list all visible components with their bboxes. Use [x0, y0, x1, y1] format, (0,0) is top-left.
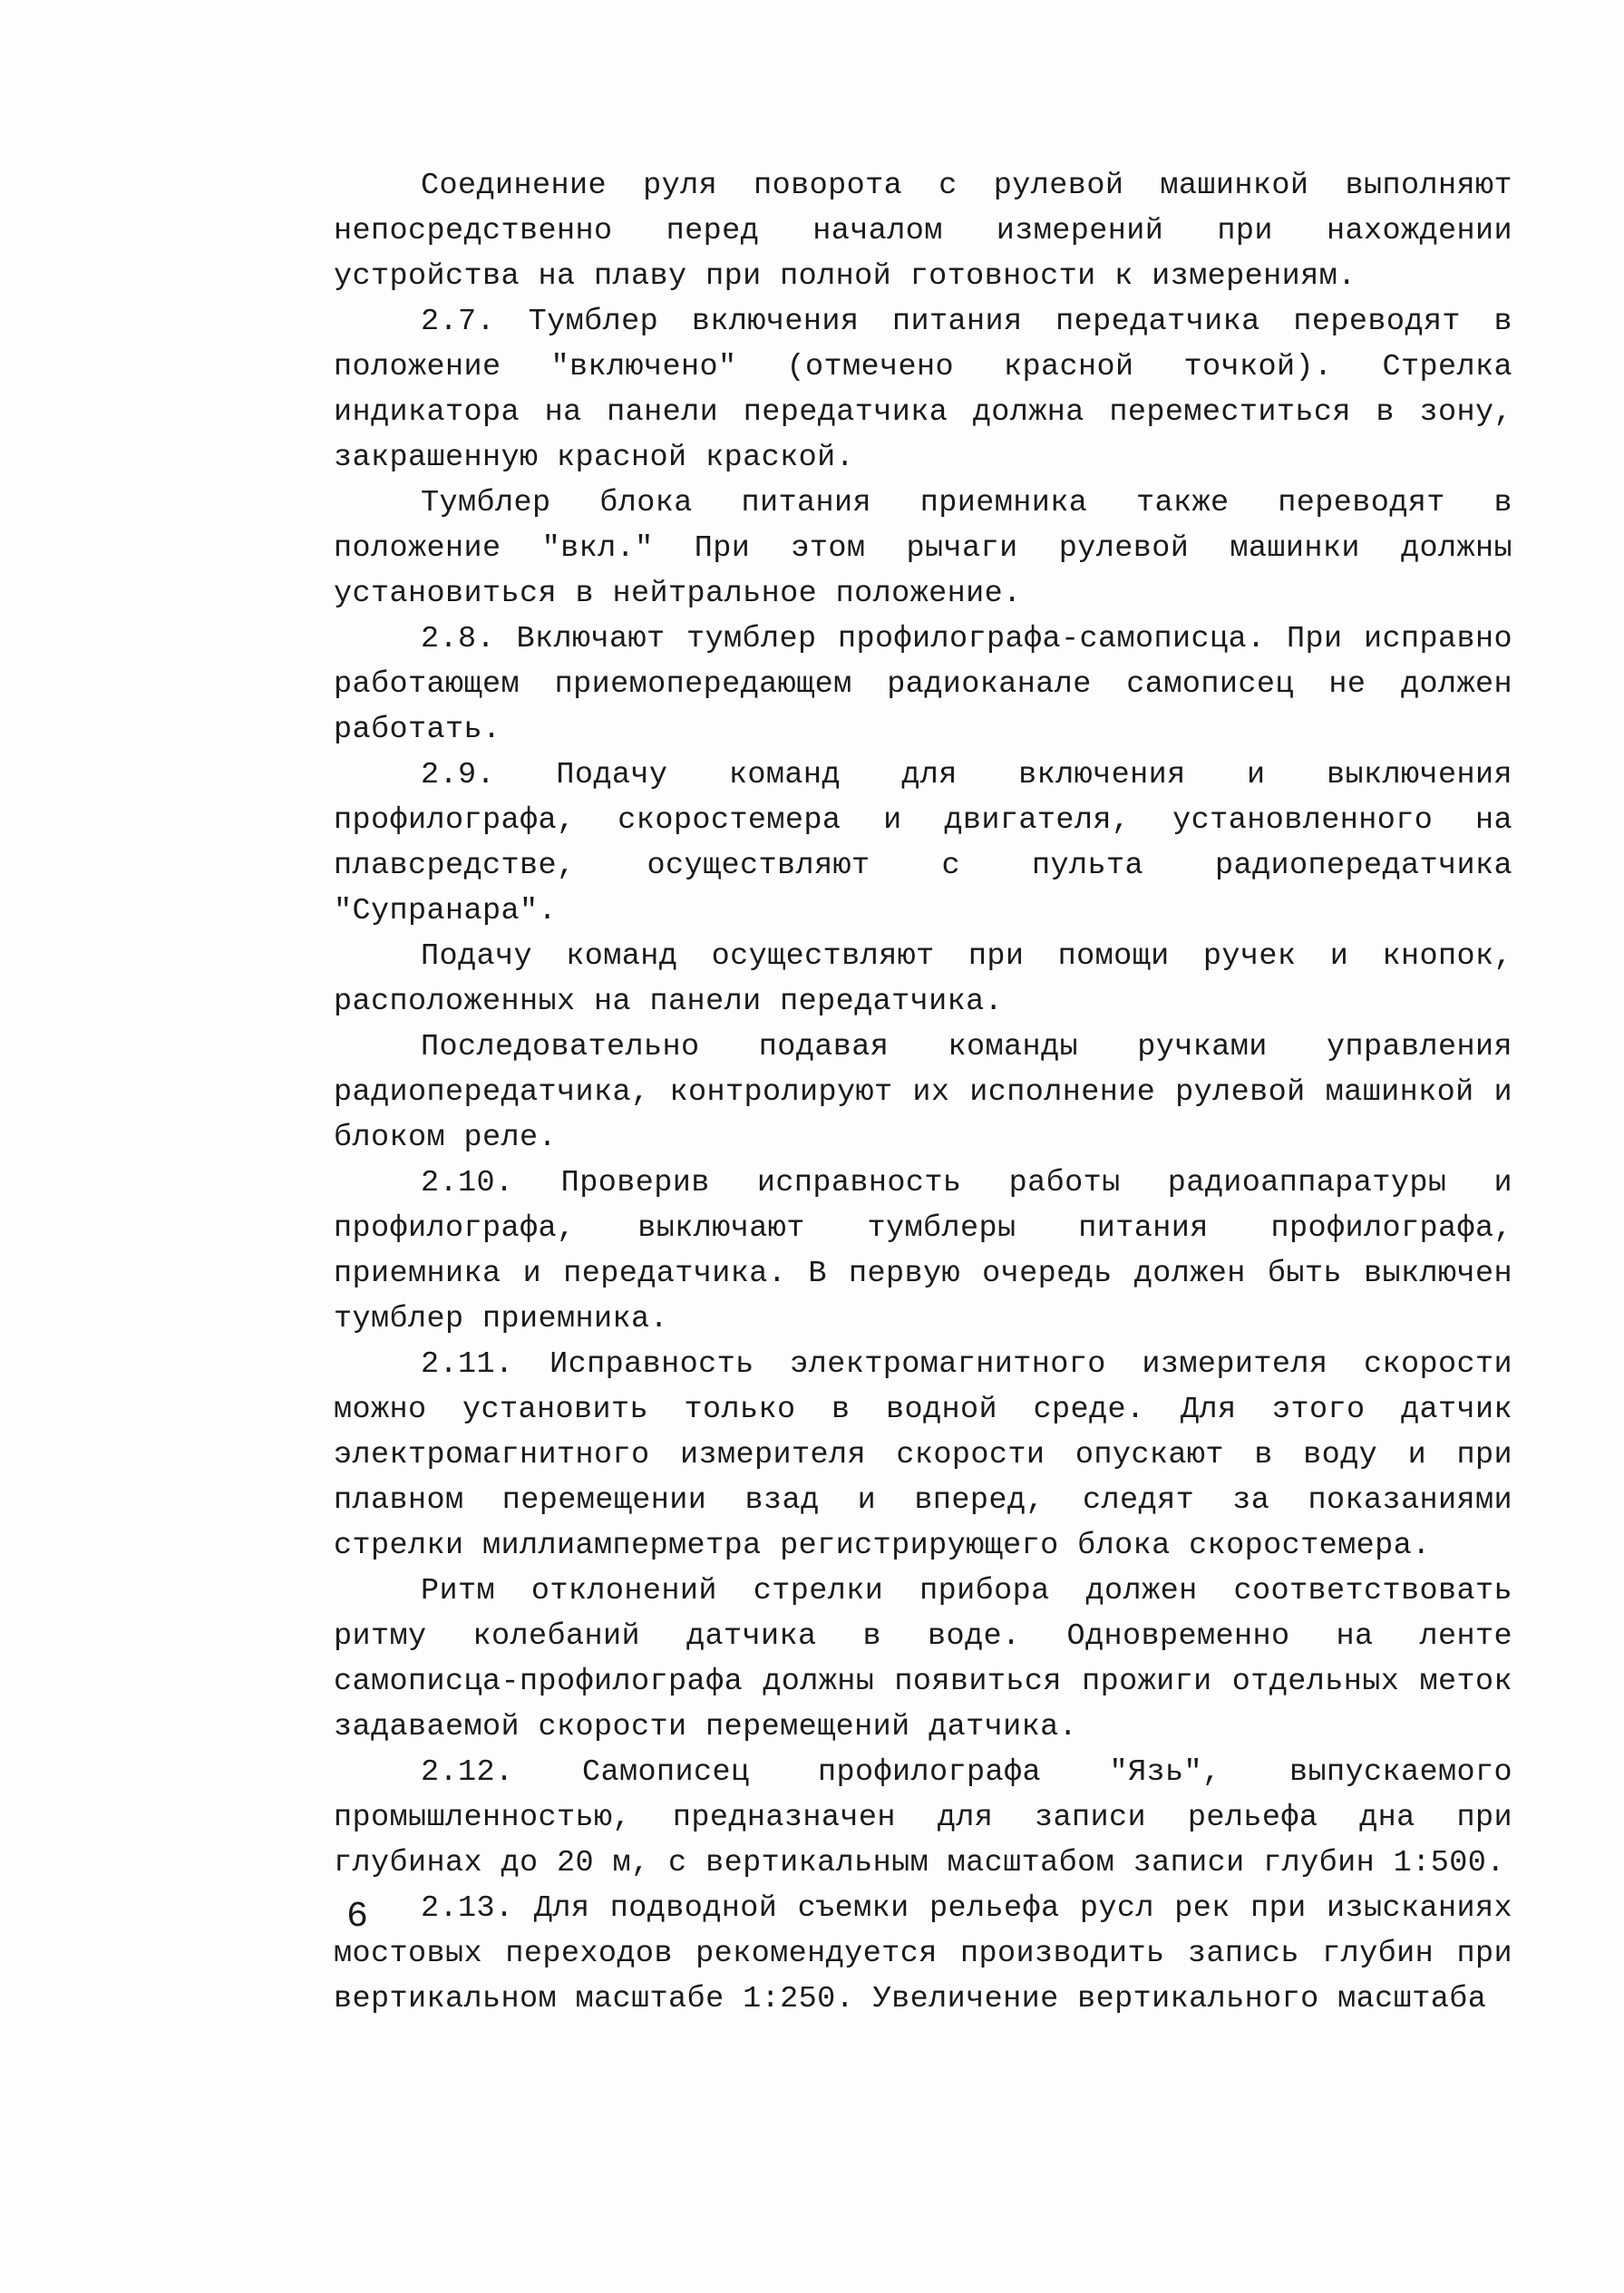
paragraph-2-10: 2.10. Проверив исправность работы радиоаппаратуры и профилографа, выключают тумблеры питания профилографа, приемника и передатчика. В первую очередь должен быть выключен тумблер приемника. [334, 1166, 1512, 1336]
paragraph-2-13: 2.13. Для подводной съемки рельефа русл рек при изысканиях мостовых переходов рекомендуется производить запись глубин при вертикальном масштабе 1:250. Увеличение вертикального масштаба [334, 1891, 1512, 2016]
paragraph-receiver-switch: Тумблер блока питания приемника также переводят в положение "вкл." При этом рычаги рулевой машинки должны установиться в нейтральное положение. [334, 486, 1512, 611]
paragraph-2-12: 2.12. Самописец профилографа "Язь", выпускаемого промышленностью, предназначен для записи рельефа дна при глубинах до 20 м, с вертикальным масштабом записи глубин 1:500. [334, 1755, 1512, 1880]
paragraph-needle-rhythm: Ритм отклонений стрелки прибора должен соответствовать ритму колебаний датчика в воде. Одновременно на ленте самописца-профилографа должны появиться прожиги отдельных меток задаваемой скорости перемещений датчика. [334, 1574, 1512, 1744]
paragraph-command-sequence: Последовательно подавая команды ручками управления радиопередатчика, контролируют их исполнение рулевой машинкой и блоком реле. [334, 1030, 1512, 1155]
paragraph-command-knobs: Подачу команд осуществляют при помощи ручек и кнопок, расположенных на панели передатчика. [334, 939, 1512, 1019]
page-number: 6 [346, 1897, 369, 1938]
paragraph-2-8: 2.8. Включают тумблер профилографа-самописца. При исправно работающем приемопередающем радиоканале самописец не должен работать. [334, 622, 1512, 747]
paragraph-2-7: 2.7. Тумблер включения питания передатчика переводят в положение "включено" (отмечено красной точкой). Стрелка индикатора на панели передатчика должна переместиться в зону, закрашенную красной краской. [334, 305, 1512, 475]
paragraph-2-11: 2.11. Исправность электромагнитного измерителя скорости можно установить только в водной среде. Для этого датчик электромагнитного измерителя скорости опускают в воду и при плавном перемещении взад и вперед, следят за показаниями стрелки миллиамперметра регистрирующего блока скоростемера. [334, 1347, 1512, 1563]
paragraph-2-9: 2.9. Подачу команд для включения и выключения профилографа, скоростемера и двигателя, установленного на плавсредстве, осуществляют с пульта радиопередатчика "Супранара". [334, 758, 1512, 928]
body-text [334, 163, 1512, 2022]
paragraph-rudder-connection: Соединение руля поворота с рулевой машинкой выполняют непосредственно перед началом измерений при нахождении устройства на плаву при полной готовности к измерениям. [334, 169, 1512, 294]
